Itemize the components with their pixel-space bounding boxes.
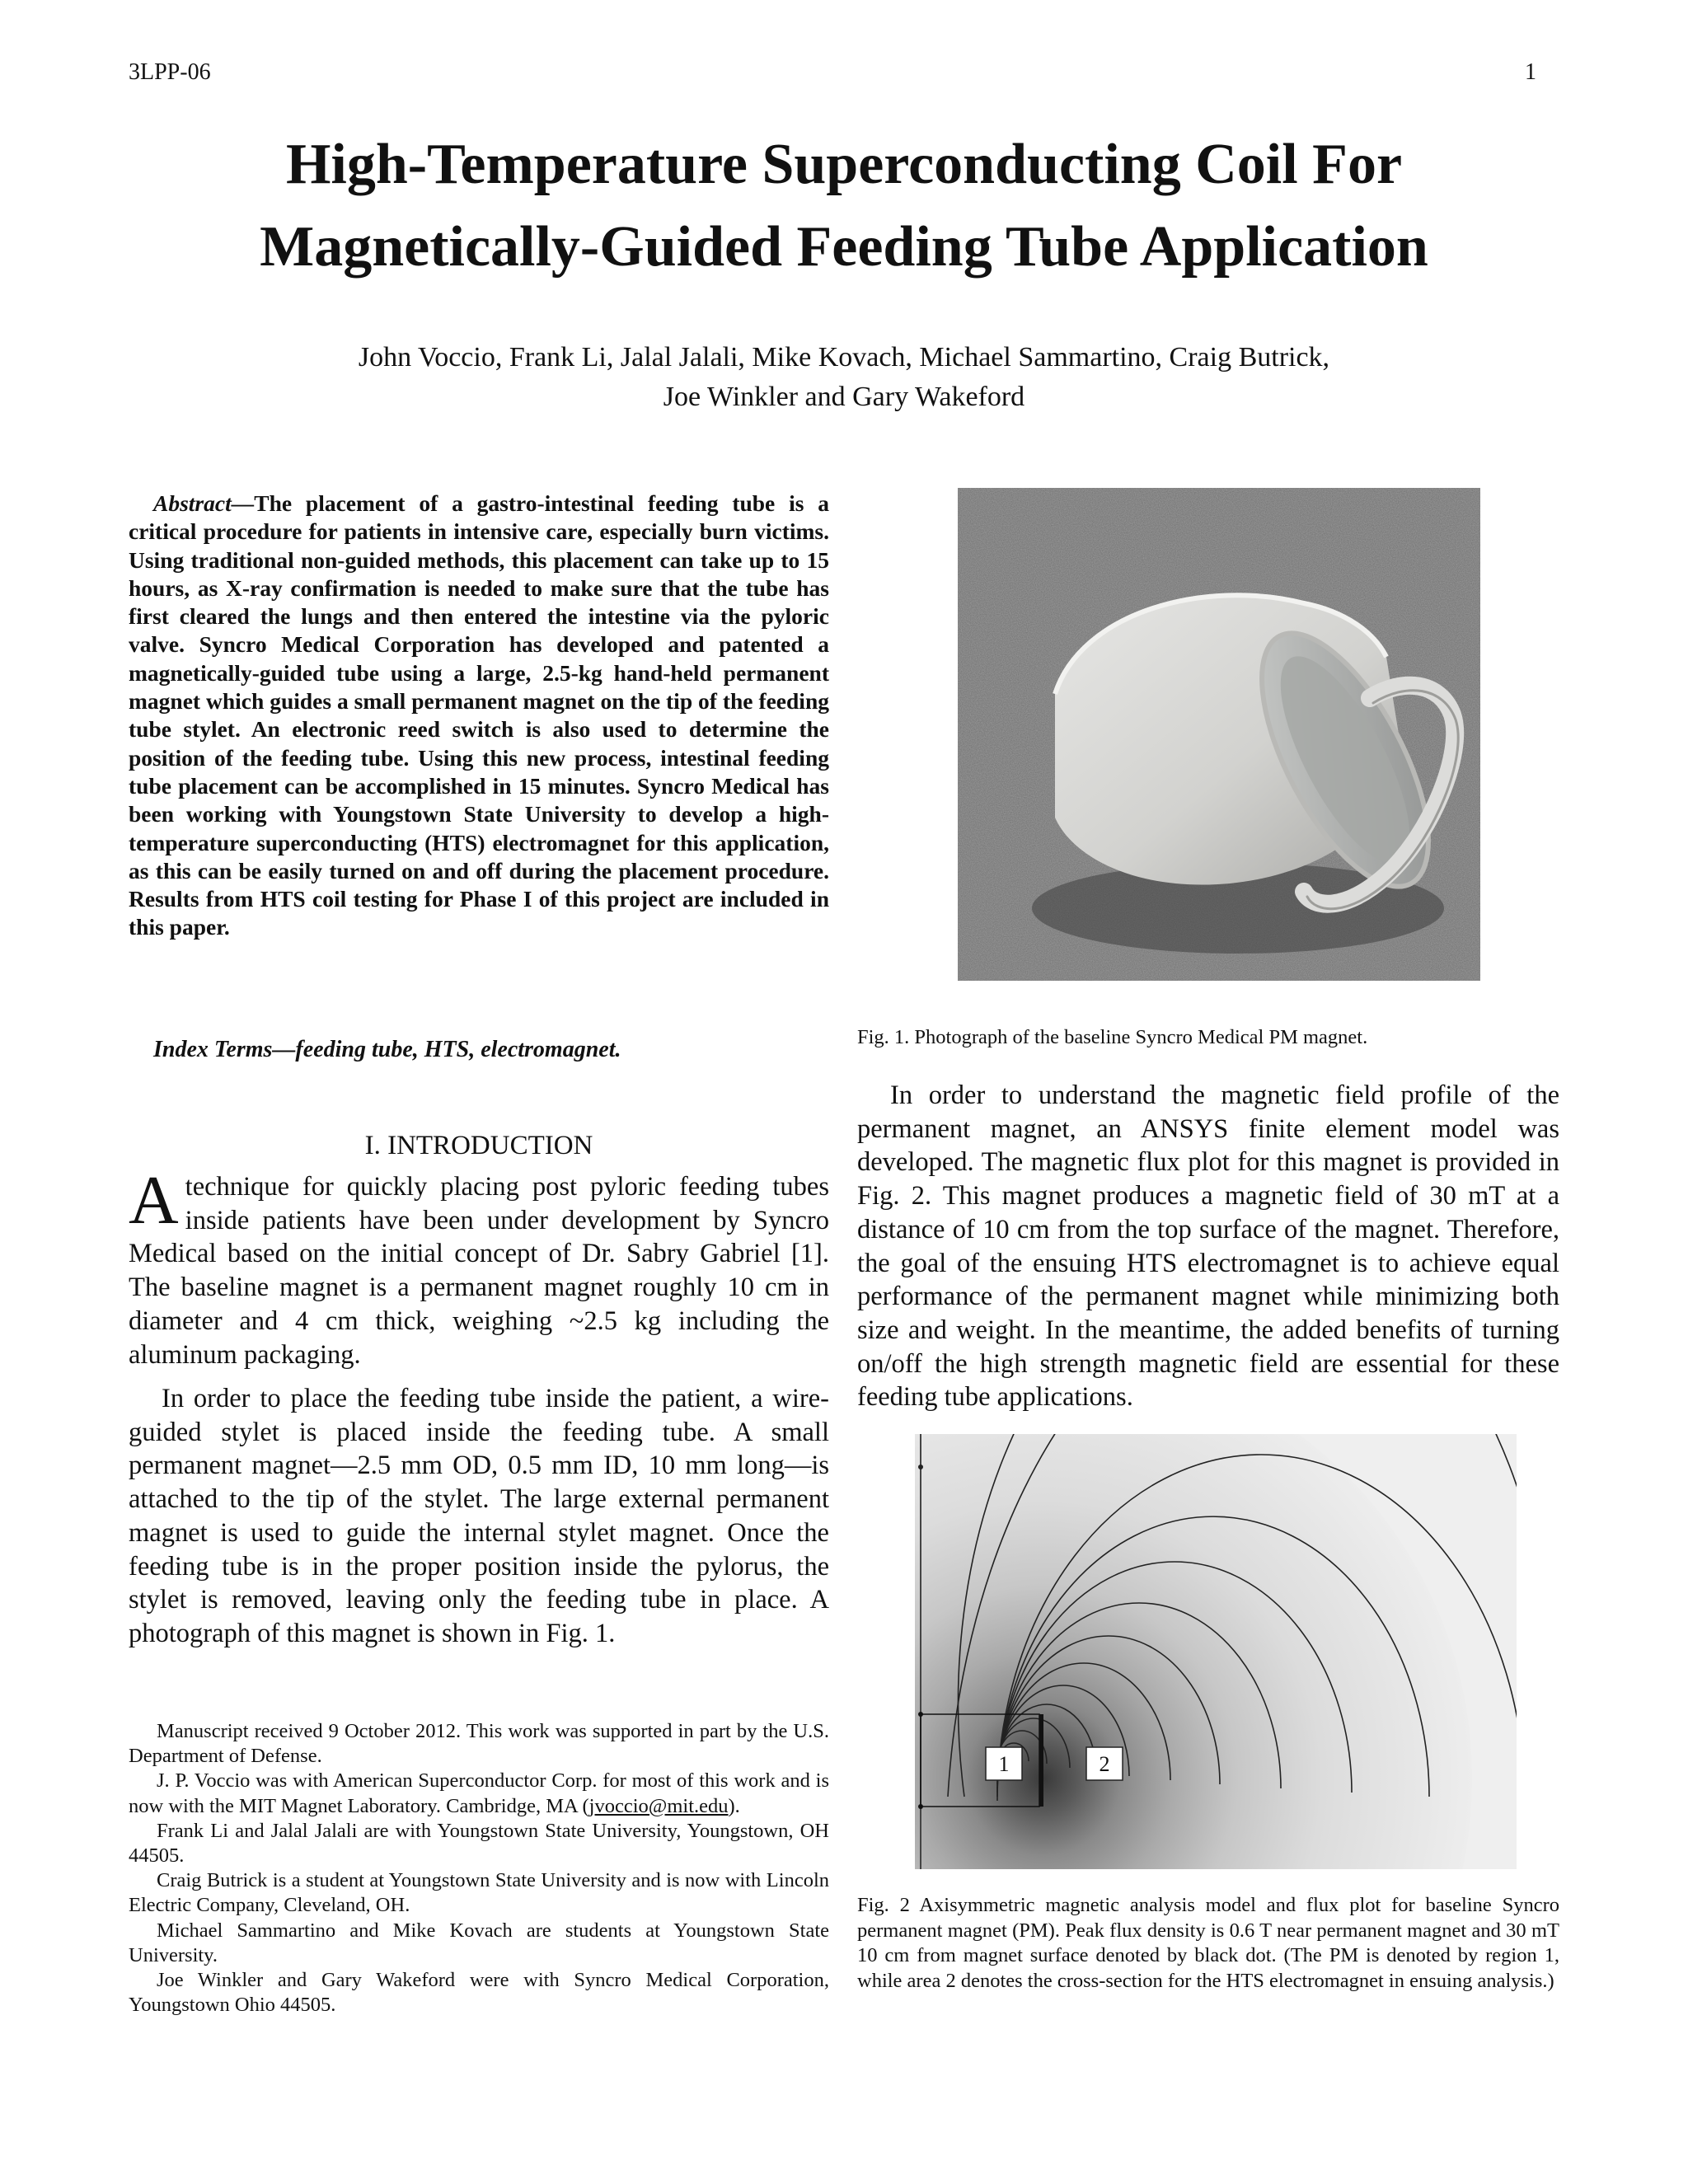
field-point-dot [918,1465,923,1469]
section-heading-introduction: I. INTRODUCTION [364,1131,593,1160]
body-paragraph-right: In order to understand the magnetic field profile of the permanent magnet, an ANSYS finite element model was developed. The magnetic flux plot for this magnet is provided in Fig. 2. This magnet produces a magnetic field of 30 mT at a distance of 10 cm from the top surface of the magnet. Therefore, the goal of the ensuing HTS electromagnet is to achieve equal performance of the permanent magnet while minimizing both size and weight. In the meantime, the added benefits of turning on/off the high strength magnetic field are essential for these feeding tube applications. [857,1080,1559,1413]
region-2-label: 2 [1099,1752,1110,1776]
footnote: Frank Li and Jalal Jalali are with Youngstown State University, Youngstown, OH 44505. [129,1819,829,1868]
figure-2-flux-plot [915,1434,1517,1869]
footnote: J. P. Voccio was with American Superconductor Corp. for most of this work and is now with the MIT Magnet Laboratory. Cambridge, MA (jvoccio@mit.edu). [129,1769,829,1817]
running-header-code: 3LPP-06 [129,59,211,85]
authors-line-2: Joe Winkler and Gary Wakeford [663,382,1025,412]
region-boundary [1039,1714,1043,1807]
magnet-photo-illustration [958,488,1480,981]
title-line-2: Magnetically-Guided Feeding Tube Application [260,215,1428,279]
email-link[interactable]: jvoccio@mit.edu [588,1794,729,1817]
title-line-1: High-Temperature Superconducting Coil For [285,133,1403,196]
node-dot [918,1712,923,1717]
figure-1-photo [958,488,1480,981]
paper-title [115,124,1573,288]
figure-2-caption: Fig. 2 Axisymmetric magnetic analysis model and flux plot for baseline Syncro permanent magnet (PM). Peak flux density is 0.6 T near permanent magnet and 30 mT 10 cm from magnet surface denoted by black dot. (The PM is denoted by region 1, while area 2 denotes the cross-section for the HTS electromagnet in ensuing analysis.) [857,1894,1559,1992]
index-terms: Index Terms—feeding tube, HTS, electromagnet. [153,1037,621,1062]
figure-1-caption: Fig. 1. Photograph of the baseline Syncro Medical PM magnet. [857,1026,1368,1048]
footnote: Craig Butrick is a student at Youngstown State University and is now with Lincoln Electric Company, Cleveland, OH. [129,1869,829,1917]
footnotes [129,1719,829,2018]
intro-paragraph-1-text: technique for quickly placing post pyloric feeding tubes inside patients have been under development by Syncro Medical based on the initial concept of Dr. Sabry Gabriel [1]. The baseline magnet is a permanent magnet roughly 10 cm in diameter and 4 cm thick, weighing ~2.5 kg including the aluminum packaging. [129,1172,829,1370]
node-dot [918,1804,923,1809]
authors-line-1: John Voccio, Frank Li, Jalal Jalali, Mike Kovach, Michael Sammartino, Craig Butrick, [358,342,1330,373]
abstract-label: Abstract— [153,490,255,516]
abstract [129,490,829,942]
footnote: Joe Winkler and Gary Wakeford were with Syncro Medical Corporation, Youngstown Ohio 44505. [129,1969,829,2017]
region-1-label: 1 [998,1752,1010,1776]
intro-paragraph-1 [129,1162,829,1371]
footnote: Manuscript received 9 October 2012. This work was supported in part by the U.S. Department of Defense. [129,1720,829,1768]
author-list [115,338,1573,417]
footnote: Michael Sammartino and Mike Kovach are students at Youngstown State University. [129,1919,829,1966]
page-number: 1 [1525,59,1536,85]
abstract-text: The placement of a gastro-intestinal feeding tube is a critical procedure for patients in intensive care, especially burn victims. Using traditional non-guided methods, this placement can take up to 15 hours, as X-ray confirmation is needed to make sure that the tube has first cleared the lungs and then entered the intestine via the pyloric valve. Syncro Medical Corporation has developed and patented a magnetically-guided tube using a large, 2.5-kg hand-held permanent magnet which guides a small permanent magnet on the tip of the feeding tube stylet. An electronic reed switch is also used to determine the position of the feeding tube. Using this new process, intestinal feeding tube placement can be accomplished in 15 minutes. Syncro Medical has been working with Youngstown State University to develop a high-temperature superconducting (HTS) electromagnet for this application, as this can be easily turned on and off during the placement procedure. Results from HTS coil testing for Phase I of this project are included in this paper. [129,490,829,940]
flux-plot-svg [915,1434,1517,1869]
intro-paragraph-2: In order to place the feeding tube inside the patient, a wire-guided stylet is placed inside the feeding tube. A small permanent magnet—2.5 mm OD, 0.5 mm ID, 10 mm long—is attached to the tip of the stylet. The large external permanent magnet is used to guide the internal stylet magnet. Once the feeding tube is in the proper position inside the pylorus, the stylet is removed, leaving only the feeding tube in place. A photograph of this magnet is shown in Fig. 1. [129,1384,829,1648]
drop-cap: A [129,1162,179,1239]
